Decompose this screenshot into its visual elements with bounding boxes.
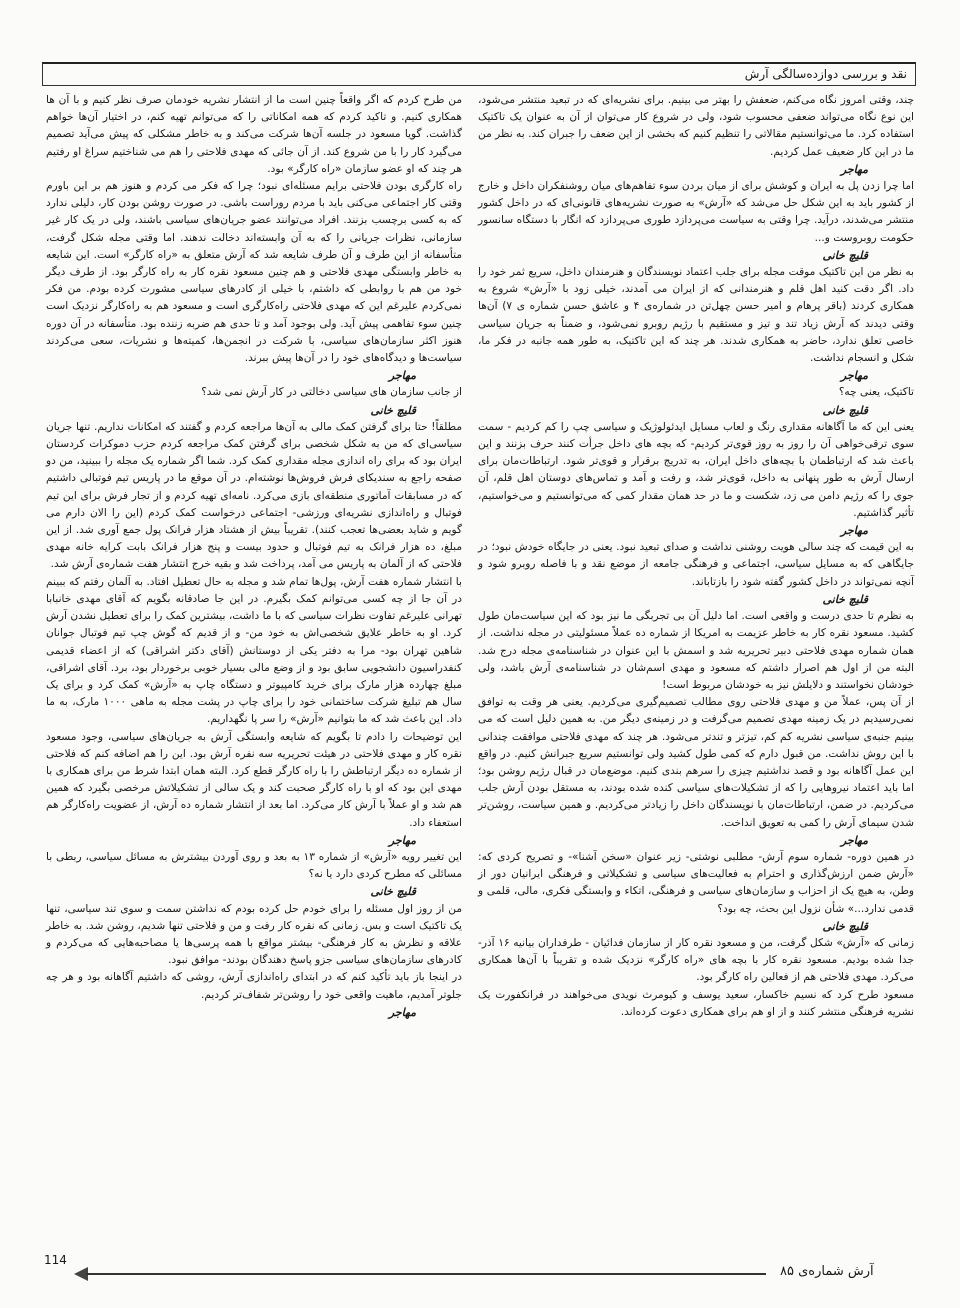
speaker-name: مهاجر	[840, 524, 868, 538]
running-header	[42, 62, 916, 86]
paragraph: به نظر من این تاکتیک موقت مجله برای جلب اعتماد نویسندگان و هنرمندان داخل، سریع ثمر خود را داد. اگر دقت کنید اهل قلم و هنرمندانی که از ایران می آمدند، خیلی زود با «آرش» شروع به همکاری کردند (باقر پرهام و امیر حسن چهل‌تن در شماره‌ی ۴ و عاشق حسن شماره ی ۷) آن‌ها وقتی دیدند که آرش زیاد تند و تیز و مستقیم با رژیم روبرو نمی‌شود، و ضمناً به جریان سیاسی خاصی تعلق ندارد، حاضر به همکاری شدند. هر چند که این تاکتیک، به طور همه جانبه در فکر ما، شکل و انسجام نداشت.	[478, 266, 914, 365]
speaker-name: مهاجر	[388, 1005, 416, 1019]
paragraph: به نظرم تا حدی درست و واقعی است. اما دلیل آن بی تجربگی ما نیز بود که این سیاست‌مان طول کشید. مسعود نقره کار به خاطر عزیمت به امریکا از شماره ده عملاً مسئولیتی در مجله نداشت. از همان شماره مهدی فلاحتی دبیر تحریریه شد و اسمش با این عنوان در شناسنامه‌ی مجله درج شد. البته من از اول هم اصرار داشتم که مسعود و مهدی اسم‌شان در شناسنامه‌ی آرش باشد، ولی خودشان نخواستند و دلایلش نیز به خودشان مربوط است!	[478, 610, 914, 691]
page-number: 114	[44, 1253, 67, 1267]
paragraph: مطلقاً! حتا برای گرفتن کمک مالی به آن‌ها مراجعه کردم و گفتند که امکانات نداریم. تنها جریان سیاسی‌ای که من به شکل شخصی برای گرفتن کمک مراجعه کردم حزب دموکرات کردستان ایران بود که برای راه اندازی مجله مقداری کمک کرد. شما اگر شماره یک مجله را ببینید، من دو صفحه راجع به سندیکای فرش فروش‌ها نوشته‌ام. در آن موقع ما در پاریس تیم فوتبالی داشتیم که در مسابقات آماتوری منطقه‌ای بازی می‌کرد. نامه‌ای تهیه کردم و از تجار فرش برای این تیم فوتبال و راه‌اندازی نشریه‌ای ورزشی- اجتماعی درخواست کمک کردم (این را الان دارم می گویم و شاید بعضی‌ها تعجب کنند). تقریباً بیش از هشتاد هزار فرانک پول جمع آوری شد. از این مبلغ، ده هزار فرانک به تیم فوتبال و حدود بیست و پنج هزار فرانک بابت کرایه خانه مهدی فلاحتی که از آلمان به پاریس می آمد، پرداخت شد و بقیه خرج انتشار هفت شماره‌ی آرش شد.	[46, 420, 462, 571]
paragraph: به این قیمت که چند سالی هویت روشنی نداشت و صدای تبعید نبود. یعنی در جایگاه خودش نبود؛ در جایگاهی که به مسایل سیاسی، اجتماعی و فرهنگی جامعه از موضع نقد و با فاصله روبرو شود و آنچه نمی‌تواند در داخل کشور گفته شود را بازتاباند.	[478, 541, 914, 588]
paragraph: از آن پس، عملاً من و مهدی فلاحتی روی مطالب تصمیم‌گیری می‌کردیم. یعنی هر وقت به توافق نمی‌رسیدیم در یک زمینه مهدی تصمیم می‌گرفت و در زمینه‌ی دیگر من. به همین دلیل است که می بینیم جنبه‌ی سیاسی نشریه کم کم، تیزتر و تندتر می‌شود. هر چند که مهدی فلاحتی موافقت چندانی با این روش نداشت. من قبول دارم که کمی طول کشید ولی توانستیم سریع جبرانش کنیم. در واقع این عمل آگاهانه بود و قصد نداشتیم چیزی را سرهم بندی کنیم. موضع‌مان در قبال رژیم روشن بود؛ اما باید اعتماد نیروهایی را که از تشکیلات‌های سیاسی کنده شده بودند، به مستقل بودن آرش جلب می‌کردیم. در ضمن، ارتباطات‌مان با نویسندگان داخل را زیادتر می‌کردیم. و همین سیاست، روشن‌تر شدن سیمای آرش را کمی به تعویق انداخت.	[478, 696, 914, 829]
speaker-name: قلیچ خانی	[822, 592, 868, 606]
paragraph: راه کارگری بودن فلاحتی برایم مسئله‌ای نبود؛ چرا که فکر می کردم و هنوز هم بر این باورم وقتی کار اجتماعی می‌کنی باید با مردم روراست باشی. در صورت روشن بودن کار، دلیلی ندارد که به کسی برچسب بزنند. افراد می‌توانند عضو جریان‌های سیاسی باشند، ولی در یک کار غیر سازمانی، نظرات جریانی را که به آن وابسته‌اند دخالت ندهند. اما وقتی مجله شکل گرفت، متأسفانه از این طرف و آن طرف شایعه شد که آرش متعلق به «راه کارگر» است. این شایعه به خاطر وابستگی مهدی فلاحتی و هم چنین مسعود نقره کار به راه کارگر بود. از طرف دیگر خود من هم با روابطی که داشتم، با خیلی از کادرهای سیاسی مشورت کرده بودم. من فکر نمی‌کردم علیرغم این که مهدی فلاحتی راه‌کارگری است و مسعود هم به راه‌کارگر نزدیک است چنین سوء تفاهمی پیش آید. ولی بوجود آمد و تا حدی هم ضربه زننده بود. متأسفانه در آن دوره هنوز اکثر سازمان‌های سیاسی، با شرکت در انجمن‌ها، کمیته‌ها و نشریات، سعی می‌کردند سیاست‌ها و دیدگاه‌های خود را در آن‌ها پیش ببرند.	[46, 180, 462, 365]
speaker-name: مهاجر	[388, 833, 416, 847]
speaker-name: مهاجر	[388, 369, 416, 383]
paragraph: اما چرا زدن پل به ایران و کوشش برای از میان بردن سوء تفاهم‌های میان روشنفکران داخل و خارج از کشور باید به این شکل حل می‌شد که «آرش» به صورت نشریه‌های قانونی‌ای که در داخل کشور منتشر می‌شدند، درآید. چرا وقتی به سیاست می‌پردازد طوری می‌پردازد که انگار با دستگاه سانسور حکومت روبروست و...	[478, 180, 914, 244]
speaker-name: قلیچ خانی	[370, 885, 416, 899]
paragraph: از جانب سازمان های سیاسی دخالتی در کار آرش نمی شد؟	[201, 386, 462, 399]
paragraph: زمانی که «آرش» شکل گرفت، من و مسعود نقره کار از سازمان فدائیان - طرفداران بیانیه ۱۶ آذر- جدا شده بودیم. مسعود نقره کار با بچه های «راه کارگر» نزدیک شده و تقریباً با آن‌ها همکاری می‌کرد. مهدی فلاحتی هم از فعالین راه کارگر بود.	[478, 936, 914, 984]
article-column-left	[46, 92, 462, 1021]
paragraph: در همین دوره- شماره سوم آرش- مطلبی نوشتی- زیر عنوان «سخن آشنا»- و تصریح کردی که: «آرش ضمن ارزش‌گذاری و احترام به فعالیت‌های سیاسی و تشکیلاتی و فرهنگی ایرانیان دور از وطن، به هیچ یک از احزاب و سازمان‌های سیاسی و فرهنگی، اتکاء و وابستگی فکری، مالی، قلمی و قدمی ندارد...» شأن نزول این بحث، چه بود؟	[478, 850, 914, 915]
paragraph: تاکتیک، یعنی چه؟	[838, 386, 914, 399]
paragraph: من از روز اول مسئله را برای خودم حل کرده بودم که نداشتن سمت و سوی تند سیاسی، تنها یک تاکتیک است و بس. زمانی که نقره کار رفت و من و فلاحتی تنها شدیم، روشن شد. به خاطر علاقه و نظرش به کار فرهنگی- بیشتر مواقع با همه پرسی‌ها یا مصاحبه‌هایی که می‌کردم و کادرهای سازمان‌های سیاسی جزو پاسخ دهندگان بودند- موافق نبود.	[46, 902, 462, 967]
speaker-name: قلیچ خانی	[370, 403, 416, 417]
speaker-name: مهاجر	[840, 369, 868, 383]
speaker-name: مهاجر	[840, 162, 868, 176]
paragraph: با انتشار شماره هفت آرش، پول‌ها تمام شد و مجله به حال تعطیل افتاد. به آلمان رفتم که ببینم در آن جا از چه کسی می‌توانم کمک بگیرم. در این جا صادقانه بگویم که آقای مهدی خانبابا تهرانی علیرغم تفاوت نظرات سیاسی که با ما داشت، بیشترین کمک را برای تعطیل نشدن آرش کرد. او به خاطر علایق شخصی‌اش به خود من- و از قدیم که گوش چپ تیم فوتبال جوانان شاهین تهران بود- مرا به دفتر یکی از دوستانش (آقای دکتر اشراقی) که از اعضاء قدیمی کنفدراسیون دانشجویی سابق بود و از وضع مالی بسیار خوبی برخوردار بود، برد. آقای اشراقی، مبلغ چهارده هزار مارک برای خرید کامپیوتر و دستگاه چاپ به «آرش» کمک کرد و برای یک سال هم تبلیغ شرکت ساختمانی خود را برای چاپ در پشت مجله به ماهی ۱۰۰۰ مارک، به ما داد. این باعث شد که ما بتوانیم «آرش» را سر پا نگهداریم.	[46, 575, 462, 726]
footer-rule	[86, 1273, 766, 1275]
paragraph: چند، وقتی امروز نگاه می‌کنم، ضعفش را بهتر می بینیم. برای نشریه‌ای که در تبعید منتشر می‌شود، این نوع نگاه می‌تواند ضعفی محسوب شود، ولی در شروع کار می‌توان از آن به عنوان یک تاکتیک استفاده کرد. ما می‌توانستیم مقالاتی را تنظیم کنیم که بخشی از این ضعف را جبران کند. به نظر من ما در این کار ضعیف عمل کردیم.	[478, 94, 914, 158]
paragraph: یعنی این که ما آگاهانه مقداری رنگ و لعاب مسایل ایدئولوژیک و سیاسی چپ را کم کردیم - سمت سوی ترقی‌خواهی آن را روز به روز قوی‌تر کردیم- که بچه های داخل جرأت کنند حرف بزنند و این باعث شد که ارتباطمان با بچه‌های داخل ایران، به تدریج برقرار و قوی‌تر شود. ارتباطات‌مان برای ارسال آرش به طور پنهانی به داخل، قوی‌تر شد، و رفت و آمد و تماس‌های دوستان اهل قلم، آن جوی را که رژیم دامن می زد، شکست و ما در حد همان مقدار کمی که می‌توانستیم و می‌خواستیم، تأثیر گذاشتیم.	[478, 420, 914, 519]
speaker-name: مهاجر	[840, 833, 868, 847]
article-column-right	[478, 92, 914, 1021]
header-title: نقد و بررسی دوازده‌سالگی آرش	[744, 67, 907, 81]
speaker-name: قلیچ خانی	[822, 919, 868, 933]
paragraph: در اینجا باز باید تأکید کنم که در ابتدای راه‌اندازی آرش، روشی که داشتیم آگاهانه بود و هر چه جلوتر آمدیم، ماهیت واقعی خود را روشن‌تر شفاف‌تر کردیم.	[46, 971, 462, 1001]
paragraph: این تغییر رویه «آرش» از شماره ۱۳ به بعد و روی آوردن بیشترش به مسائل سیاسی، ربطی با مسائلی که مطرح کردی دارد یا نه؟	[46, 850, 462, 881]
paragraph: مسعود طرح کرد که نسیم خاکسار، سعید یوسف و کیومرث نویدی می‌خواهند در فرانکفورت یک نشریه فرهنگی منتشر کنند و از او هم برای همکاری دعوت کرده‌اند.	[478, 988, 914, 1018]
paragraph: این توضیحات را دادم تا بگویم که شایعه وابستگی آرش به جریان‌های سیاسی، وجود مسعود نقره کار و مهدی فلاحتی در هیئت تحریریه سه نفره آرش بود. این را هم اضافه کنم که فلاحتی از شماره ده دیگر ارتباطش را با راه کارگر قطع کرد. البته همان ابتدا شرط من برای همکاری با مهدی این بود که او با راه کارگر صحبت کند و یک سالی از تشکیلاتش مرخصی بگیرد که همین هم شد و او عملاً با آرش کار می‌کرد. اما بعد از انتشار شماره ده آرش، از عضویت راه‌کارگر هم استعفاء داد.	[46, 730, 462, 829]
speaker-name: قلیچ خانی	[822, 248, 868, 262]
speaker-name: قلیچ خانی	[822, 403, 868, 417]
footer-issue: آرش شماره‌ی ۸۵	[780, 1264, 874, 1279]
paragraph: من طرح کردم که اگر واقعاً چنین است ما از انتشار نشریه خودمان صرف نظر کنیم و با آن ها همکاری کنیم. و تاکید کردم که همه امکاناتی را که می‌توانم تهیه کنم، در اختیار آن‌ها خواهم گذاشت. گویا مسعود در جلسه آن‌ها شرکت می‌کند و به خاطر مشکلی که پیش می‌آید تصمیم می‌گیرد کار را با من شروع کند. از آن جائی که مهدی فلاحتی را هم می شناختیم سراغ او رفتیم هر چند که او عضو سازمان «راه کارگر» بود.	[46, 94, 462, 175]
